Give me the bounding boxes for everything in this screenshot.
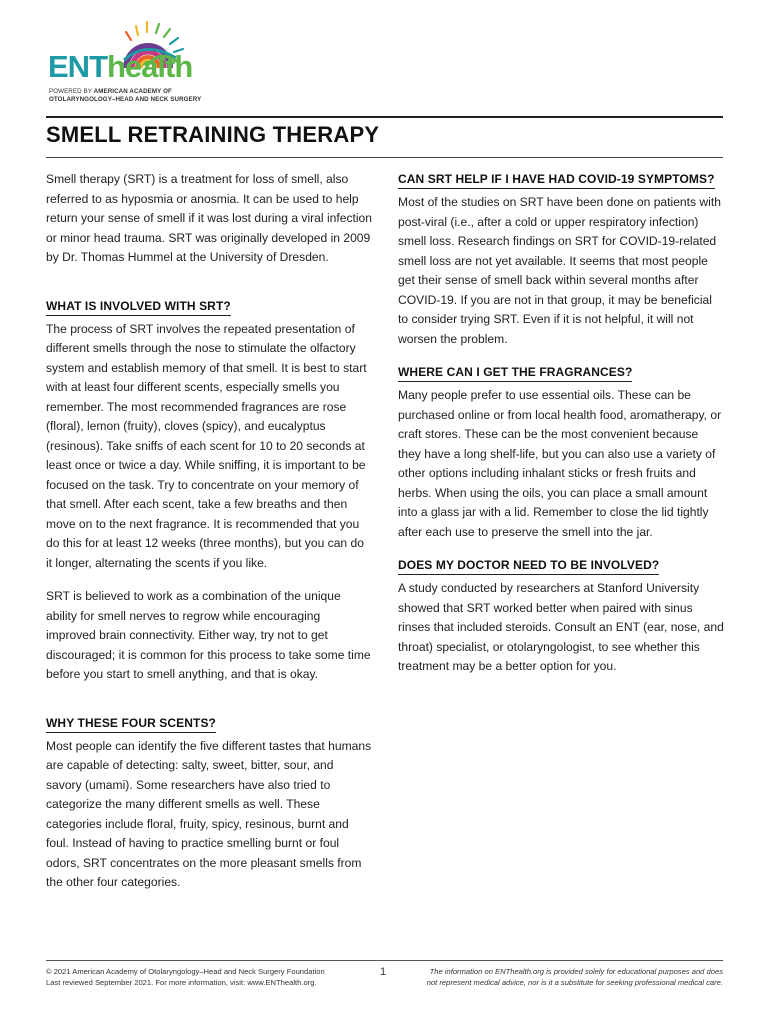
footer-disclaimer-line2: not represent medical advice, nor is it a substitute for seeking professional medical care. (426, 978, 723, 987)
header-rule (46, 116, 723, 118)
paragraph-doctor: A study conducted by researchers at Stanford University showed that SRT worked better when paired with sinus rinses that included steroids. Consult an ENT (ear, nose, and throat) specialist, or otolaryngologist, to see whether this treatment may be a better option for you. (398, 581, 724, 673)
title-rule (46, 157, 723, 158)
section-heading-doctor: DOES MY DOCTOR NEED TO BE INVOLVED? (398, 557, 659, 575)
logo-wordmark (48, 51, 192, 82)
section-heading-fragrances: WHERE CAN I GET THE FRAGRANCES? (398, 364, 632, 382)
footer-copyright-line2[interactable]: Last reviewed September 2021. For more information, visit: www.ENThealth.org. (46, 978, 317, 987)
footer-copyright-line1: © 2021 American Academy of Otolaryngology–Head and Neck Surgery Foundation (46, 967, 325, 976)
footer-copyright (46, 966, 325, 988)
section-heading-why-four-scents: WHY THESE FOUR SCENTS? (46, 715, 216, 733)
paragraph-why-four-scents: Most people can identify the five different tastes that humans are capable of detecting: salty, sweet, bitter, sour, and savory (umami). Some researchers have also tried to categorize the many different smells as well. These categories include floral, fruity, spicy, resinous, burnt and foul. Instead of having to practice smelling burnt or foul odors, SRT concentrates on the more pleasant smells from the other four categories. (46, 738, 372, 889)
logo-health: health (107, 49, 193, 84)
right-column (398, 170, 724, 691)
logo-org-line1: AMERICAN ACADEMY OF (93, 88, 172, 95)
page-title: SMELL RETRAINING THERAPY (46, 122, 380, 147)
paragraph-fragrances: Many people prefer to use essential oils. These can be purchased online or from local health food, aromatherapy, or craft stores. These can be the most convenient because they have a long shelf-life, but you can also use a variety of other options including inhalant sticks or fresh fruits and herbs. When using the oils, you can place a small amount into a glass jar with a lid. Remember to close the lid tightly after each use to preserve the smell into the jar. (398, 388, 722, 539)
section-heading-what-is-involved: WHAT IS INVOLVED WITH SRT? (46, 298, 231, 316)
section-heading-covid: CAN SRT HELP IF I HAVE HAD COVID-19 SYMPTOMS? (398, 171, 715, 189)
logo-ent: ENT (48, 49, 107, 84)
paragraph-covid: Most of the studies on SRT have been done on patients with post-viral (i.e., after a cold or upper respiratory infection) smell loss. Research findings on SRT for COVID-19-related smell loss are not yet available. It seems that most people get their sense of smell back within several months after COVID-19. If you are not in that group, it may be beneficial to consider trying SRT. Even if it is not helpful, it will not worsen the problem. (398, 195, 721, 346)
logo-powered-by: POWERED BY (49, 88, 92, 95)
enthealth-logo[interactable] (46, 18, 236, 108)
footer-disclaimer-line1: The information on ENThealth.org is provided solely for educational purposes and does (429, 967, 723, 976)
page-number: 1 (380, 966, 387, 978)
paragraph-what-is-involved-1: The process of SRT involves the repeated presentation of different smells through the nose to stimulate the olfactory system and establish memory of that smell. It is best to start with at least four different scents, especially smells you remember. The most recommended fragrances are rose (floral), lemon (fruity), cloves (spicy), and eucalyptus (resinous). Take sniffs of each scent for 10 to 20 seconds at least once or twice a day. While sniffing, it is important to be focused on the task. Try to concentrate on your memory of that smell. After each scent, take a few breaths and then move on to the next fragrance. It is recommended that you do this for at least 12 weeks (three months), but you can do it longer, alternating the scents if you like. (46, 321, 367, 570)
paragraph-what-is-involved-2: SRT is believed to work as a combination of the unique ability for smell nerves to regrow while encouraging improved brain connectivity. Either way, try not to get discouraged; it is common for this process to take some time before you start to smell anything, and that is okay. (46, 589, 371, 681)
footer-disclaimer (427, 966, 723, 988)
intro-paragraph: Smell therapy (SRT) is a treatment for loss of smell, also referred to as hyposmia or anosmia. It can be used to help return your sense of smell if it was lost during a viral infection or minor head trauma. SRT was originally developed in 2009 by Dr. Thomas Hummel at the University of Dresden. (46, 172, 372, 264)
left-column (46, 170, 372, 907)
logo-tagline (49, 88, 201, 104)
footer-rule (46, 960, 723, 961)
logo-org-line2: OTOLARYNGOLOGY–HEAD AND NECK SURGERY (49, 95, 202, 103)
